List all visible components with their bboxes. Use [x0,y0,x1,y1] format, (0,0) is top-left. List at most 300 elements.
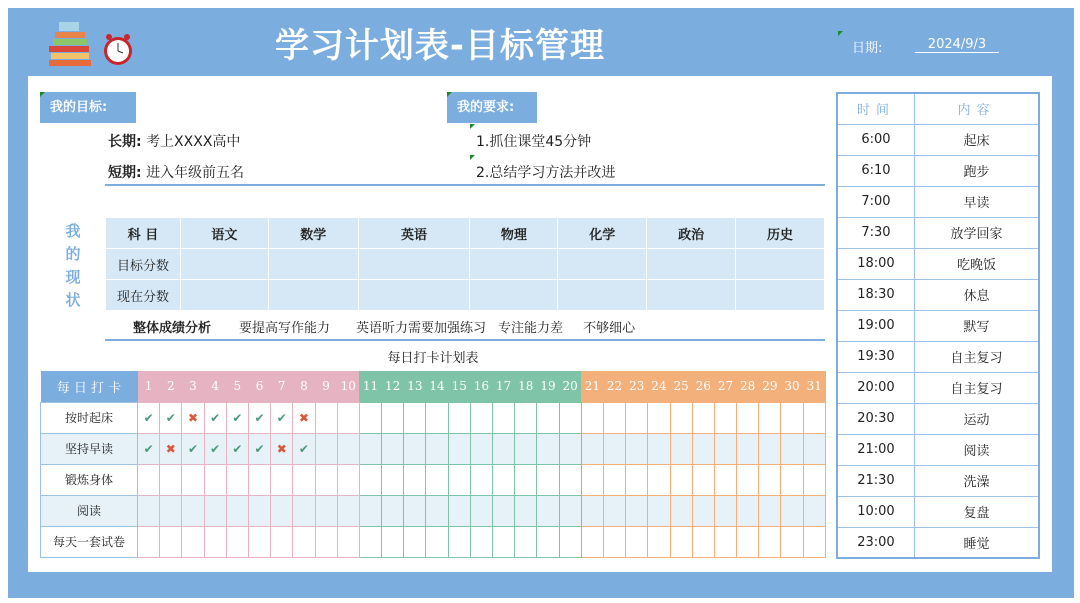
day-header-25: 25 [670,371,692,402]
checkin-cell[interactable] [337,402,359,433]
score-cell[interactable] [558,280,647,311]
checkin-cell[interactable] [138,402,160,433]
day-header-9: 9 [315,371,337,402]
checkin-cell[interactable] [737,402,759,433]
task-row [41,464,826,495]
checkin-cell[interactable] [448,402,470,433]
checkin-cell[interactable] [426,495,448,526]
schedule-row [837,124,1039,155]
task-name: 阅读 [41,495,138,526]
checkin-cell[interactable] [182,433,204,464]
checkin-cell[interactable] [781,464,803,495]
checkin-cell[interactable] [382,464,404,495]
checkin-cell[interactable] [226,495,248,526]
checkin-cell[interactable] [315,526,337,557]
schedule-row [837,155,1039,186]
checkin-cell[interactable] [382,526,404,557]
check-icon: ✔ [143,441,154,456]
checkin-cell[interactable] [182,464,204,495]
schedule-row [837,403,1039,434]
checkin-cell[interactable] [581,464,603,495]
checkin-cell[interactable] [670,495,692,526]
checkin-cell[interactable] [404,433,426,464]
cross-icon: ✖ [187,410,198,425]
checkin-table [40,371,826,558]
checkin-cell[interactable] [714,433,736,464]
schedule-time: 10:00 [837,496,914,527]
score-row [106,249,825,280]
day-header-14: 14 [426,371,448,402]
check-icon: ✔ [232,441,243,456]
checkin-cell[interactable] [559,495,581,526]
score-cell[interactable] [736,249,825,280]
checkin-cell[interactable] [470,433,492,464]
checkin-cell[interactable] [404,402,426,433]
check-icon: ✔ [210,410,221,425]
schedule-row [837,496,1039,527]
checkin-cell[interactable] [248,526,270,557]
checkin-cell[interactable] [803,526,825,557]
cross-icon: ✖ [276,441,287,456]
checkin-cell[interactable] [226,526,248,557]
checkin-cell[interactable] [426,464,448,495]
checkin-cell[interactable] [737,526,759,557]
checkin-cell[interactable] [670,433,692,464]
schedule-activity: 吃晚饭 [914,248,1039,279]
day-header-6: 6 [248,371,270,402]
day-header-23: 23 [626,371,648,402]
check-icon: ✔ [232,410,243,425]
goals-label: 我的目标: [40,92,136,123]
task-name: 锻炼身体 [41,464,138,495]
subject-header-cell: 语文 [180,218,268,249]
subject-header-cell: 政治 [647,218,736,249]
checkin-cell[interactable] [404,526,426,557]
schedule-time: 7:30 [837,217,914,248]
checkin-cell[interactable] [382,402,404,433]
checkin-cell[interactable] [382,433,404,464]
checkin-cell[interactable] [515,464,537,495]
checkin-cell[interactable] [204,464,226,495]
cross-icon: ✖ [165,441,176,456]
schedule-row [837,248,1039,279]
requirement-item: 2.总结学习方法并改进 [476,162,615,182]
checkin-cell[interactable] [271,526,293,557]
checkin-cell[interactable] [559,526,581,557]
checkin-cell[interactable] [204,433,226,464]
subject-header-cell: 历史 [736,218,825,249]
checkin-cell[interactable] [293,433,315,464]
checkin-cell[interactable] [603,495,625,526]
checkin-cell[interactable] [160,402,182,433]
page-title: 学习计划表-目标管理 [274,26,606,66]
checkin-cell[interactable] [426,402,448,433]
requirements-label: 我的要求: [447,92,537,123]
checkin-cell[interactable] [470,402,492,433]
checkin-cell[interactable] [781,402,803,433]
checkin-cell[interactable] [626,433,648,464]
schedule-row [837,527,1039,558]
day-header-28: 28 [737,371,759,402]
checkin-cell[interactable] [803,464,825,495]
schedule-time: 19:00 [837,310,914,341]
checkin-cell[interactable] [293,464,315,495]
cross-icon: ✖ [298,410,309,425]
score-row-label: 现在分数 [106,280,181,311]
checkin-cell[interactable] [648,433,670,464]
schedule-time: 21:00 [837,434,914,465]
checkin-cell[interactable] [160,526,182,557]
score-cell[interactable] [647,280,736,311]
checkin-cell[interactable] [271,402,293,433]
subject-score-table [105,217,825,311]
day-header-11: 11 [359,371,381,402]
checkin-cell[interactable] [226,433,248,464]
checkin-cell[interactable] [293,402,315,433]
day-header-29: 29 [759,371,781,402]
schedule-activity: 运动 [914,403,1039,434]
day-header-21: 21 [581,371,603,402]
day-header-24: 24 [648,371,670,402]
schedule-row [837,465,1039,496]
schedule-activity: 早读 [914,186,1039,217]
checkin-cell[interactable] [670,526,692,557]
score-cell[interactable] [470,249,558,280]
checkin-cell[interactable] [581,402,603,433]
check-icon: ✔ [165,410,176,425]
task-row [41,495,826,526]
status-label: 我的现状 [65,222,81,309]
checkin-cell[interactable] [670,402,692,433]
checkin-cell[interactable] [404,495,426,526]
schedule-activity: 睡觉 [914,527,1039,558]
schedule-activity: 起床 [914,124,1039,155]
score-cell[interactable] [647,249,736,280]
checkin-cell[interactable] [626,402,648,433]
checkin-cell[interactable] [515,433,537,464]
checkin-cell[interactable] [138,464,160,495]
checkin-cell[interactable] [426,526,448,557]
checkin-cell[interactable] [803,495,825,526]
day-header-8: 8 [293,371,315,402]
score-cell[interactable] [180,280,268,311]
schedule-activity: 自主复习 [914,341,1039,372]
checkin-cell[interactable] [448,495,470,526]
checkin-cell[interactable] [803,402,825,433]
checkin-cell[interactable] [559,433,581,464]
checkin-cell[interactable] [337,464,359,495]
score-row [106,280,825,311]
day-header-22: 22 [603,371,625,402]
day-header-20: 20 [559,371,581,402]
score-cell[interactable] [268,280,358,311]
schedule-activity: 默写 [914,310,1039,341]
checkin-cell[interactable] [248,464,270,495]
schedule-activity: 放学回家 [914,217,1039,248]
date-value[interactable]: 2024/9/3 [915,37,999,53]
checkin-cell[interactable] [714,526,736,557]
checkin-cell[interactable] [781,433,803,464]
date-label: 日期: [852,41,883,56]
checkin-cell[interactable] [493,495,515,526]
checkin-cell[interactable] [359,402,381,433]
day-header-31: 31 [803,371,825,402]
checkin-cell[interactable] [581,433,603,464]
checkin-cell[interactable] [714,495,736,526]
checkin-cell[interactable] [537,526,559,557]
checkin-cell[interactable] [315,495,337,526]
schedule-time: 23:00 [837,527,914,558]
schedule-time: 21:30 [837,465,914,496]
checkin-cell[interactable] [648,464,670,495]
schedule-row [837,186,1039,217]
schedule-row [837,341,1039,372]
checkin-cell[interactable] [337,526,359,557]
checkin-cell[interactable] [182,526,204,557]
score-row-label: 目标分数 [106,249,181,280]
subject-header-cell: 科 目 [106,218,181,249]
checkin-cell[interactable] [293,526,315,557]
day-header-2: 2 [160,371,182,402]
check-icon: ✔ [210,441,221,456]
checkin-cell[interactable] [248,402,270,433]
checkin-cell[interactable] [759,495,781,526]
check-icon: ✔ [298,441,309,456]
checkin-cell[interactable] [781,526,803,557]
checkin-cell[interactable] [448,526,470,557]
checkin-cell[interactable] [714,464,736,495]
books-icon [45,14,135,70]
day-header-26: 26 [692,371,714,402]
score-cell[interactable] [358,280,470,311]
checkin-cell[interactable] [737,495,759,526]
checkin-cell[interactable] [359,526,381,557]
task-name: 每天一套试卷 [41,526,138,557]
schedule-row [837,372,1039,403]
checkin-cell[interactable] [382,495,404,526]
books-clock-illustration [45,14,135,70]
checkin-cell[interactable] [470,495,492,526]
checkin-cell[interactable] [692,402,714,433]
checkin-cell[interactable] [759,464,781,495]
checkin-cell[interactable] [426,433,448,464]
checkin-cell[interactable] [559,402,581,433]
checkin-cell[interactable] [581,495,603,526]
checkin-cell[interactable] [226,402,248,433]
checkin-cell[interactable] [515,402,537,433]
checkin-cell[interactable] [759,402,781,433]
schedule-time: 18:00 [837,248,914,279]
checkin-cell[interactable] [515,495,537,526]
checkin-cell[interactable] [603,526,625,557]
score-cell[interactable] [268,249,358,280]
score-cell[interactable] [180,249,268,280]
checkin-cell[interactable] [537,433,559,464]
schedule-row [837,279,1039,310]
checkin-cell[interactable] [603,402,625,433]
check-icon: ✔ [254,441,265,456]
score-cell[interactable] [558,249,647,280]
schedule-time: 19:30 [837,341,914,372]
checkin-cell[interactable] [404,464,426,495]
checkin-cell[interactable] [626,464,648,495]
schedule-table [836,92,1040,559]
checkin-cell[interactable] [248,495,270,526]
checkin-cell[interactable] [160,495,182,526]
schedule-time: 20:30 [837,403,914,434]
schedule-activity: 休息 [914,279,1039,310]
checkin-cell[interactable] [493,526,515,557]
checkin-cell[interactable] [138,433,160,464]
checkin-cell[interactable] [515,526,537,557]
checkin-cell[interactable] [182,402,204,433]
checkin-cell[interactable] [692,526,714,557]
checkin-cell[interactable] [226,464,248,495]
checkin-cell[interactable] [160,464,182,495]
long-term-goal: 长期: 考上XXXX高中 [108,134,241,150]
subject-header-cell: 物理 [470,218,558,249]
checkin-cell[interactable] [537,464,559,495]
checkin-cell[interactable] [138,495,160,526]
checkin-cell[interactable] [204,526,226,557]
subject-header-cell: 化学 [558,218,647,249]
checkin-cell[interactable] [337,433,359,464]
checkin-cell[interactable] [626,526,648,557]
checkin-cell[interactable] [359,464,381,495]
checkin-cell[interactable] [271,433,293,464]
checkin-cell[interactable] [359,433,381,464]
checkin-cell[interactable] [737,464,759,495]
checkin-cell[interactable] [714,402,736,433]
day-header-27: 27 [714,371,736,402]
checkin-cell[interactable] [359,495,381,526]
checkin-cell[interactable] [204,495,226,526]
subject-header-cell: 数学 [268,218,358,249]
checkin-cell[interactable] [626,495,648,526]
schedule-time: 20:00 [837,372,914,403]
checkin-header-row [41,371,826,402]
subject-header-cell: 英语 [358,218,470,249]
checkin-cell[interactable] [271,495,293,526]
task-row [41,526,826,557]
divider [105,184,825,186]
day-header-19: 19 [537,371,559,402]
schedule-activity: 洗澡 [914,465,1039,496]
score-cell[interactable] [358,249,470,280]
checkin-cell[interactable] [138,526,160,557]
checkin-cell[interactable] [803,433,825,464]
score-cell[interactable] [736,280,825,311]
checkin-cell[interactable] [493,433,515,464]
schedule-time: 18:30 [837,279,914,310]
checkin-cell[interactable] [204,402,226,433]
checkin-cell[interactable] [603,464,625,495]
checkin-cell[interactable] [493,464,515,495]
day-header-1: 1 [138,371,160,402]
checkin-cell[interactable] [448,464,470,495]
checkin-cell[interactable] [692,464,714,495]
checkin-cell[interactable] [470,464,492,495]
task-row [41,433,826,464]
checkin-cell[interactable] [337,495,359,526]
task-name: 按时起床 [41,402,138,433]
schedule-activity: 复盘 [914,496,1039,527]
analysis-row: 整体成绩分析 要提高写作能力 英语听力需要加强练习 专注能力差 不够细心 [133,321,636,336]
checkin-cell[interactable] [781,495,803,526]
day-header-13: 13 [404,371,426,402]
schedule-header-cell: 内容 [914,93,1039,124]
checkin-cell[interactable] [559,464,581,495]
day-header-3: 3 [182,371,204,402]
checkin-cell[interactable] [537,495,559,526]
checkin-cell[interactable] [315,433,337,464]
check-icon: ✔ [143,410,154,425]
check-icon: ✔ [254,410,265,425]
schedule-activity: 自主复习 [914,372,1039,403]
schedule-header-row [837,93,1039,124]
checkin-cell[interactable] [160,433,182,464]
checkin-cell[interactable] [470,526,492,557]
checkin-cell[interactable] [293,495,315,526]
day-header-17: 17 [493,371,515,402]
day-header-5: 5 [226,371,248,402]
checkin-cell[interactable] [759,433,781,464]
schedule-activity: 跑步 [914,155,1039,186]
check-icon: ✔ [276,410,287,425]
schedule-row [837,217,1039,248]
checkin-cell[interactable] [248,433,270,464]
check-icon: ✔ [187,441,198,456]
checkin-cell[interactable] [603,433,625,464]
checkin-cell[interactable] [648,495,670,526]
schedule-row [837,434,1039,465]
checkin-cell[interactable] [648,526,670,557]
day-header-10: 10 [337,371,359,402]
checkin-cell[interactable] [493,402,515,433]
subject-header-row [106,218,825,249]
schedule-time: 6:00 [837,124,914,155]
day-header-18: 18 [515,371,537,402]
checkin-cell[interactable] [182,495,204,526]
schedule-row [837,310,1039,341]
task-row [41,402,826,433]
checkin-cell[interactable] [648,402,670,433]
checkin-cell[interactable] [692,433,714,464]
day-header-30: 30 [781,371,803,402]
checkin-cell[interactable] [692,495,714,526]
checkin-cell[interactable] [448,433,470,464]
checkin-cell[interactable] [315,402,337,433]
task-name: 坚持早读 [41,433,138,464]
checkin-cell[interactable] [271,464,293,495]
checkin-cell[interactable] [759,526,781,557]
requirement-item: 1.抓住课堂45分钟 [476,131,591,151]
short-term-goal: 短期: 进入年级前五名 [108,165,245,181]
checkin-title: 每日打卡计划表 [387,351,479,366]
checkin-cell[interactable] [537,402,559,433]
day-header-16: 16 [470,371,492,402]
checkin-cell[interactable] [737,433,759,464]
schedule-header-cell: 时间 [837,93,914,124]
score-cell[interactable] [470,280,558,311]
schedule-activity: 阅读 [914,434,1039,465]
day-header-4: 4 [204,371,226,402]
checkin-cell[interactable] [581,526,603,557]
schedule-time: 6:10 [837,155,914,186]
divider [105,339,825,341]
checkin-cell[interactable] [315,464,337,495]
checkin-cell[interactable] [670,464,692,495]
